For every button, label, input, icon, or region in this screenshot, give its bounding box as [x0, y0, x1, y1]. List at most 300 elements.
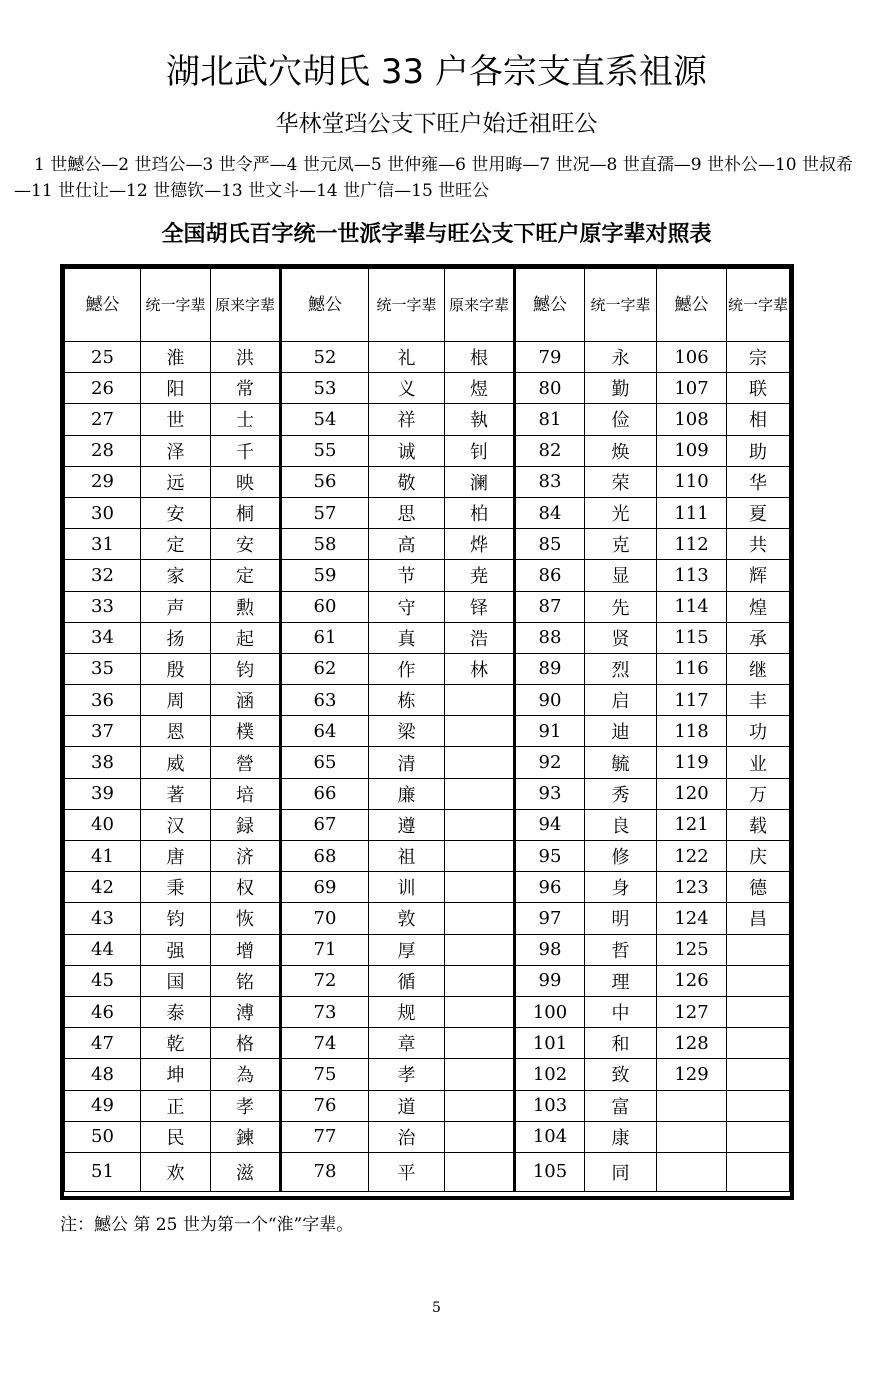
cell-generation-1: 40 [65, 809, 141, 840]
cell-generation-3: 105 [515, 1152, 585, 1191]
cell-unified-3: 中 [585, 996, 657, 1027]
header-generation-3: 鱤公 [515, 269, 585, 342]
cell-unified-1: 安 [141, 497, 211, 528]
cell-unified-4: 业 [727, 747, 790, 778]
cell-generation-3: 94 [515, 809, 585, 840]
cell-generation-3: 93 [515, 778, 585, 809]
header-unified-1: 统一字辈 [141, 269, 211, 342]
cell-unified-1: 欢 [141, 1152, 211, 1191]
cell-unified-2: 梁 [369, 716, 445, 747]
table-row [65, 1028, 790, 1059]
cell-original-1: 增 [211, 934, 281, 965]
cell-unified-3: 修 [585, 841, 657, 872]
cell-unified-3: 理 [585, 965, 657, 996]
cell-unified-1: 殷 [141, 653, 211, 684]
cell-unified-2: 祥 [369, 404, 445, 435]
cell-unified-2: 义 [369, 373, 445, 404]
cell-unified-3: 哲 [585, 934, 657, 965]
cell-unified-3: 勤 [585, 373, 657, 404]
cell-original-1: 铭 [211, 965, 281, 996]
cell-original-2 [445, 747, 515, 778]
table-row [65, 934, 790, 965]
table-row [65, 903, 790, 934]
cell-generation-1: 38 [65, 747, 141, 778]
cell-generation-3: 101 [515, 1028, 585, 1059]
cell-unified-3: 焕 [585, 435, 657, 466]
header-unified-3: 统一字辈 [585, 269, 657, 342]
cell-unified-1: 秉 [141, 872, 211, 903]
cell-unified-2: 章 [369, 1028, 445, 1059]
cell-generation-4: 107 [657, 373, 727, 404]
table-row [65, 560, 790, 591]
cell-original-1: 涵 [211, 685, 281, 716]
cell-unified-4 [727, 1090, 790, 1121]
cell-generation-4: 123 [657, 872, 727, 903]
cell-generation-3: 102 [515, 1059, 585, 1090]
cell-unified-1: 坤 [141, 1059, 211, 1090]
cell-unified-4 [727, 1059, 790, 1090]
cell-unified-1: 泽 [141, 435, 211, 466]
cell-original-2 [445, 685, 515, 716]
cell-original-1: 安 [211, 529, 281, 560]
table-row [65, 1059, 790, 1090]
cell-unified-4 [727, 1152, 790, 1191]
cell-generation-1: 26 [65, 373, 141, 404]
cell-generation-4 [657, 1090, 727, 1121]
table-row [65, 778, 790, 809]
cell-original-2 [445, 934, 515, 965]
cell-unified-2: 循 [369, 965, 445, 996]
header-generation-4: 鱤公 [657, 269, 727, 342]
cell-generation-1: 27 [65, 404, 141, 435]
cell-unified-2: 祖 [369, 841, 445, 872]
cell-unified-2: 廉 [369, 778, 445, 809]
table-row [65, 373, 790, 404]
cell-unified-1: 恩 [141, 716, 211, 747]
table-row [65, 529, 790, 560]
cell-generation-4 [657, 1121, 727, 1152]
cell-unified-3: 良 [585, 809, 657, 840]
table-row [65, 872, 790, 903]
cell-unified-3: 致 [585, 1059, 657, 1090]
cell-unified-4: 联 [727, 373, 790, 404]
cell-generation-1: 33 [65, 591, 141, 622]
cell-generation-3: 103 [515, 1090, 585, 1121]
cell-unified-1: 定 [141, 529, 211, 560]
cell-generation-2: 74 [281, 1028, 369, 1059]
cell-unified-2: 治 [369, 1121, 445, 1152]
cell-original-2: 柏 [445, 497, 515, 528]
cell-generation-2: 72 [281, 965, 369, 996]
table-row [65, 809, 790, 840]
cell-generation-4: 126 [657, 965, 727, 996]
cell-generation-2: 73 [281, 996, 369, 1027]
cell-unified-3: 烈 [585, 653, 657, 684]
cell-unified-2: 规 [369, 996, 445, 1027]
cell-generation-1: 29 [65, 466, 141, 497]
cell-original-2 [445, 809, 515, 840]
cell-original-1: 定 [211, 560, 281, 591]
cell-generation-3: 104 [515, 1121, 585, 1152]
cell-unified-1: 远 [141, 466, 211, 497]
header-unified-4: 统一字辈 [727, 269, 790, 342]
cell-unified-1: 世 [141, 404, 211, 435]
cell-unified-1: 淮 [141, 342, 211, 373]
cell-original-1: 為 [211, 1059, 281, 1090]
lineage-paragraph: 1 世鱤公—2 世珰公—3 世令严—4 世元凤—5 世仲雍—6 世用晦—7 世况—8 世直孺—9 世朴公—10 世叔希—11 世仕让—12 世德钦—13 世文斗—14 世广信—15 世旺公 [14, 155, 854, 201]
page-title: 湖北武穴胡氏 33 户各宗支直系祖源 [166, 52, 707, 92]
cell-generation-1: 36 [65, 685, 141, 716]
cell-unified-3: 永 [585, 342, 657, 373]
cell-unified-2: 礼 [369, 342, 445, 373]
cell-generation-2: 71 [281, 934, 369, 965]
table-row [65, 622, 790, 653]
cell-generation-2: 67 [281, 809, 369, 840]
cell-generation-3: 85 [515, 529, 585, 560]
cell-original-1: 济 [211, 841, 281, 872]
cell-unified-2: 清 [369, 747, 445, 778]
cell-original-1: 録 [211, 809, 281, 840]
cell-unified-4 [727, 934, 790, 965]
cell-generation-2: 54 [281, 404, 369, 435]
cell-generation-1: 31 [65, 529, 141, 560]
cell-original-1: 千 [211, 435, 281, 466]
cell-generation-4: 129 [657, 1059, 727, 1090]
cell-generation-2: 77 [281, 1121, 369, 1152]
table-row [65, 1121, 790, 1152]
cell-original-2 [445, 1090, 515, 1121]
cell-unified-3: 俭 [585, 404, 657, 435]
cell-generation-3: 100 [515, 996, 585, 1027]
cell-generation-1: 42 [65, 872, 141, 903]
cell-generation-3: 83 [515, 466, 585, 497]
cell-unified-3: 光 [585, 497, 657, 528]
cell-generation-4: 116 [657, 653, 727, 684]
table-row [65, 965, 790, 996]
cell-generation-2: 60 [281, 591, 369, 622]
table-row [65, 747, 790, 778]
cell-unified-2: 守 [369, 591, 445, 622]
cell-generation-1: 48 [65, 1059, 141, 1090]
cell-generation-3: 84 [515, 497, 585, 528]
cell-original-2: 林 [445, 653, 515, 684]
cell-unified-2: 平 [369, 1152, 445, 1191]
cell-generation-2: 58 [281, 529, 369, 560]
cell-generation-2: 78 [281, 1152, 369, 1191]
cell-generation-4: 121 [657, 809, 727, 840]
cell-unified-4: 承 [727, 622, 790, 653]
cell-unified-4: 助 [727, 435, 790, 466]
cell-unified-2: 思 [369, 497, 445, 528]
cell-generation-3: 97 [515, 903, 585, 934]
cell-generation-2: 62 [281, 653, 369, 684]
cell-generation-3: 96 [515, 872, 585, 903]
cell-unified-2: 诚 [369, 435, 445, 466]
cell-original-2 [445, 1028, 515, 1059]
cell-unified-4: 共 [727, 529, 790, 560]
cell-unified-4: 昌 [727, 903, 790, 934]
cell-generation-3: 98 [515, 934, 585, 965]
cell-generation-2: 69 [281, 872, 369, 903]
cell-unified-3: 富 [585, 1090, 657, 1121]
cell-unified-1: 乾 [141, 1028, 211, 1059]
cell-generation-1: 34 [65, 622, 141, 653]
cell-original-2 [445, 903, 515, 934]
cell-original-1: 樸 [211, 716, 281, 747]
cell-unified-4: 载 [727, 809, 790, 840]
cell-generation-4: 106 [657, 342, 727, 373]
cell-generation-1: 44 [65, 934, 141, 965]
cell-unified-1: 家 [141, 560, 211, 591]
cell-unified-3: 贤 [585, 622, 657, 653]
table-row [65, 342, 790, 373]
table-row [65, 591, 790, 622]
cell-unified-1: 唐 [141, 841, 211, 872]
cell-generation-3: 88 [515, 622, 585, 653]
cell-generation-3: 90 [515, 685, 585, 716]
cell-original-1: 鍊 [211, 1121, 281, 1152]
cell-generation-3: 91 [515, 716, 585, 747]
cell-unified-3: 身 [585, 872, 657, 903]
cell-unified-3: 同 [585, 1152, 657, 1191]
cell-unified-4: 万 [727, 778, 790, 809]
cell-generation-4: 122 [657, 841, 727, 872]
cell-generation-3: 82 [515, 435, 585, 466]
cell-original-2 [445, 965, 515, 996]
generation-table-frame [60, 264, 794, 1200]
table-row [65, 716, 790, 747]
cell-unified-2: 厚 [369, 934, 445, 965]
cell-generation-2: 70 [281, 903, 369, 934]
cell-original-2 [445, 1152, 515, 1191]
table-row [65, 435, 790, 466]
header-original-1: 原来字辈 [211, 269, 281, 342]
cell-unified-4: 煌 [727, 591, 790, 622]
cell-generation-3: 81 [515, 404, 585, 435]
cell-generation-2: 61 [281, 622, 369, 653]
header-original-2: 原来字辈 [445, 269, 515, 342]
cell-unified-1: 阳 [141, 373, 211, 404]
cell-unified-3: 克 [585, 529, 657, 560]
cell-unified-2: 训 [369, 872, 445, 903]
cell-generation-3: 86 [515, 560, 585, 591]
cell-original-2: 煜 [445, 373, 515, 404]
cell-unified-2: 栋 [369, 685, 445, 716]
cell-generation-4: 117 [657, 685, 727, 716]
cell-unified-2: 高 [369, 529, 445, 560]
cell-generation-3: 87 [515, 591, 585, 622]
table-row [65, 1152, 790, 1191]
cell-generation-1: 43 [65, 903, 141, 934]
cell-original-2 [445, 872, 515, 903]
cell-generation-2: 53 [281, 373, 369, 404]
cell-unified-3: 启 [585, 685, 657, 716]
cell-original-1: 起 [211, 622, 281, 653]
cell-unified-3: 显 [585, 560, 657, 591]
cell-generation-4: 115 [657, 622, 727, 653]
cell-original-2 [445, 778, 515, 809]
cell-generation-1: 32 [65, 560, 141, 591]
cell-unified-1: 著 [141, 778, 211, 809]
cell-unified-3: 荣 [585, 466, 657, 497]
cell-original-2 [445, 1121, 515, 1152]
table-title: 全国胡氏百字统一世派字辈与旺公支下旺户原字辈对照表 [161, 222, 712, 247]
cell-generation-3: 92 [515, 747, 585, 778]
cell-unified-1: 扬 [141, 622, 211, 653]
cell-generation-4: 114 [657, 591, 727, 622]
cell-original-1: 格 [211, 1028, 281, 1059]
cell-generation-2: 75 [281, 1059, 369, 1090]
cell-unified-4 [727, 965, 790, 996]
cell-generation-1: 41 [65, 841, 141, 872]
page-number: 5 [432, 1300, 441, 1316]
cell-generation-1: 35 [65, 653, 141, 684]
header-generation-2: 鱤公 [281, 269, 369, 342]
cell-original-1: 士 [211, 404, 281, 435]
cell-unified-1: 民 [141, 1121, 211, 1152]
cell-original-1: 溥 [211, 996, 281, 1027]
cell-original-2: 澜 [445, 466, 515, 497]
cell-generation-2: 76 [281, 1090, 369, 1121]
cell-generation-2: 66 [281, 778, 369, 809]
cell-original-2 [445, 716, 515, 747]
cell-unified-2: 敬 [369, 466, 445, 497]
cell-generation-2: 55 [281, 435, 369, 466]
cell-unified-4: 功 [727, 716, 790, 747]
cell-original-2: 根 [445, 342, 515, 373]
table-row [65, 841, 790, 872]
cell-generation-3: 79 [515, 342, 585, 373]
cell-original-2: 執 [445, 404, 515, 435]
cell-unified-4: 丰 [727, 685, 790, 716]
cell-unified-4: 宗 [727, 342, 790, 373]
cell-original-1: 洪 [211, 342, 281, 373]
cell-original-2 [445, 1059, 515, 1090]
cell-generation-3: 80 [515, 373, 585, 404]
cell-unified-3: 明 [585, 903, 657, 934]
generation-table [64, 268, 790, 1192]
cell-generation-2: 68 [281, 841, 369, 872]
cell-unified-1: 声 [141, 591, 211, 622]
cell-original-2 [445, 841, 515, 872]
cell-generation-1: 47 [65, 1028, 141, 1059]
cell-unified-4: 继 [727, 653, 790, 684]
cell-original-2: 烨 [445, 529, 515, 560]
cell-generation-1: 28 [65, 435, 141, 466]
table-row [65, 497, 790, 528]
cell-unified-1: 钧 [141, 903, 211, 934]
cell-generation-1: 50 [65, 1121, 141, 1152]
cell-generation-4: 119 [657, 747, 727, 778]
cell-generation-4: 118 [657, 716, 727, 747]
cell-original-1: 滋 [211, 1152, 281, 1191]
cell-unified-1: 泰 [141, 996, 211, 1027]
cell-generation-4: 108 [657, 404, 727, 435]
footnote: 注：鱤公 第 25 世为第一个“淮”字辈。 [60, 1215, 354, 1235]
cell-original-1: 營 [211, 747, 281, 778]
cell-unified-2: 孝 [369, 1059, 445, 1090]
header-unified-2: 统一字辈 [369, 269, 445, 342]
cell-unified-4: 华 [727, 466, 790, 497]
cell-generation-3: 89 [515, 653, 585, 684]
cell-unified-2: 节 [369, 560, 445, 591]
cell-unified-4 [727, 1028, 790, 1059]
cell-generation-2: 57 [281, 497, 369, 528]
cell-generation-4 [657, 1152, 727, 1191]
cell-generation-2: 59 [281, 560, 369, 591]
cell-original-2: 铎 [445, 591, 515, 622]
cell-generation-4: 109 [657, 435, 727, 466]
table-row [65, 653, 790, 684]
cell-unified-3: 毓 [585, 747, 657, 778]
cell-unified-2: 敦 [369, 903, 445, 934]
table-row [65, 996, 790, 1027]
cell-unified-4: 辉 [727, 560, 790, 591]
cell-original-1: 培 [211, 778, 281, 809]
cell-generation-1: 25 [65, 342, 141, 373]
cell-original-1: 权 [211, 872, 281, 903]
cell-original-1: 恢 [211, 903, 281, 934]
cell-generation-1: 45 [65, 965, 141, 996]
cell-generation-4: 110 [657, 466, 727, 497]
cell-unified-4: 夏 [727, 497, 790, 528]
cell-original-1: 常 [211, 373, 281, 404]
cell-unified-3: 迪 [585, 716, 657, 747]
cell-unified-1: 汉 [141, 809, 211, 840]
cell-unified-2: 遵 [369, 809, 445, 840]
header-generation-1: 鱤公 [65, 269, 141, 342]
cell-generation-2: 63 [281, 685, 369, 716]
cell-generation-4: 124 [657, 903, 727, 934]
cell-unified-3: 和 [585, 1028, 657, 1059]
cell-original-2 [445, 996, 515, 1027]
cell-unified-1: 正 [141, 1090, 211, 1121]
cell-original-2: 浩 [445, 622, 515, 653]
cell-generation-4: 125 [657, 934, 727, 965]
cell-generation-4: 111 [657, 497, 727, 528]
cell-generation-2: 52 [281, 342, 369, 373]
table-row [65, 466, 790, 497]
cell-unified-3: 秀 [585, 778, 657, 809]
cell-unified-2: 作 [369, 653, 445, 684]
cell-generation-1: 51 [65, 1152, 141, 1191]
cell-generation-3: 99 [515, 965, 585, 996]
cell-generation-2: 65 [281, 747, 369, 778]
cell-original-1: 勲 [211, 591, 281, 622]
cell-original-2: 钊 [445, 435, 515, 466]
cell-unified-3: 先 [585, 591, 657, 622]
cell-unified-1: 国 [141, 965, 211, 996]
page-subtitle: 华林堂珰公支下旺户始迁祖旺公 [275, 111, 598, 137]
table-row [65, 1090, 790, 1121]
cell-unified-4: 庆 [727, 841, 790, 872]
cell-generation-4: 127 [657, 996, 727, 1027]
table-row [65, 404, 790, 435]
table-row [65, 685, 790, 716]
cell-original-1: 孝 [211, 1090, 281, 1121]
cell-original-1: 钧 [211, 653, 281, 684]
cell-unified-3: 康 [585, 1121, 657, 1152]
cell-unified-4 [727, 1121, 790, 1152]
cell-unified-1: 周 [141, 685, 211, 716]
cell-generation-4: 113 [657, 560, 727, 591]
cell-unified-4 [727, 996, 790, 1027]
cell-generation-2: 64 [281, 716, 369, 747]
cell-generation-4: 128 [657, 1028, 727, 1059]
cell-generation-1: 37 [65, 716, 141, 747]
cell-generation-2: 56 [281, 466, 369, 497]
cell-generation-1: 39 [65, 778, 141, 809]
